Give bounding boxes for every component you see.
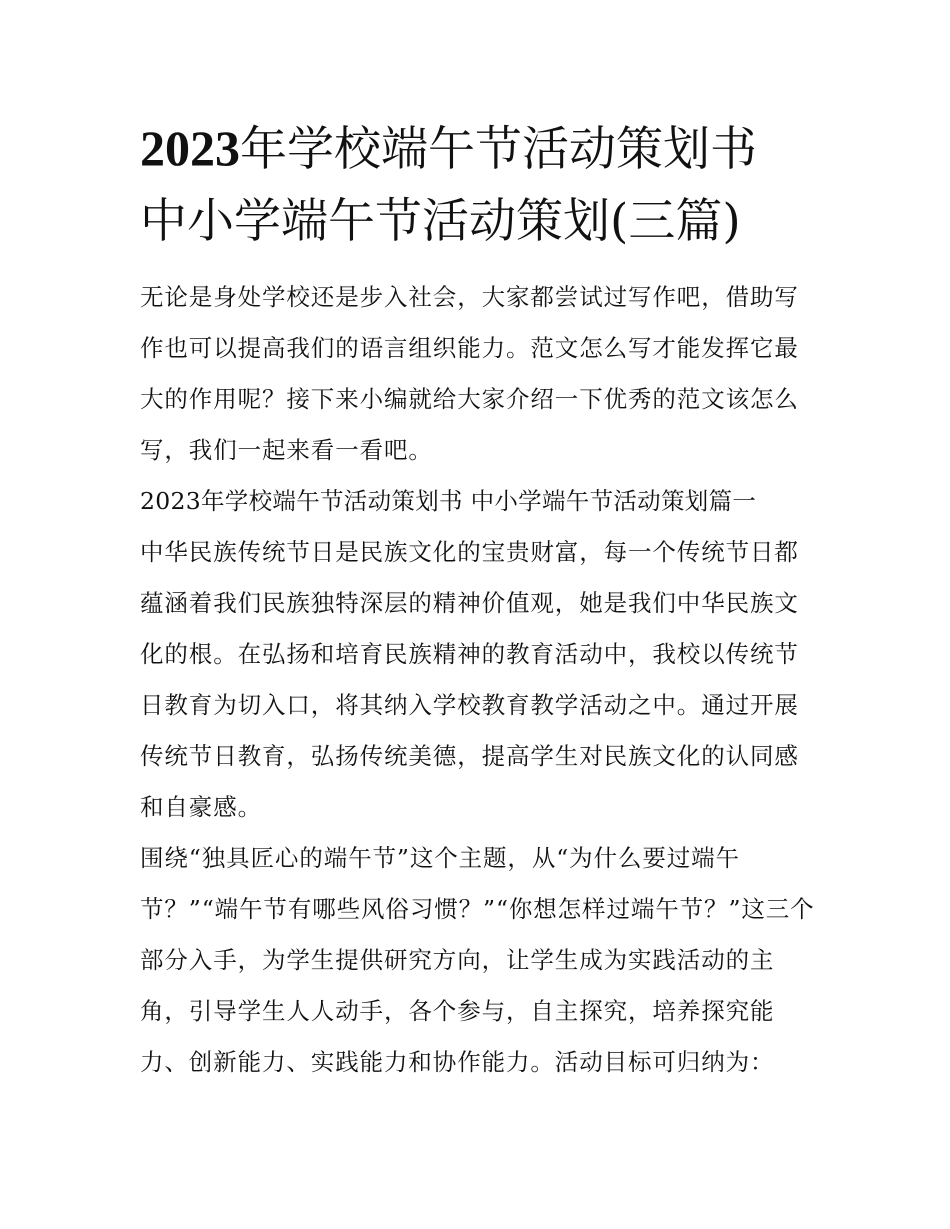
body-paragraph-2: 围绕“独具匠心的端午节”这个主题，从“为什么要过端午节？”“端午节有哪些风俗习惯？”“你想怎样过端午节？”这三个部分入手，为学生提供研究方向，让学生成为实践活动的主角，引导学生人人动手，各个参与，自主探究，培养探究能力、创新能力、实践能力和协作能力。活动目标可归纳为： [140,844,815,1076]
title-line-1 [140,112,816,186]
document-title [140,112,816,258]
document-body [140,272,816,1088]
title-line-2: 中小学端午节活动策划(三篇) [140,194,741,249]
title-line-1-text: 年学校端午节活动策划书 [240,122,757,177]
intro-paragraph: 无论是身处学校还是步入社会，大家都尝试过写作吧，借助写作也可以提高我们的语言组织能力。范文怎么写才能发挥它最大的作用呢？接下来小编就给大家介绍一下优秀的范文该怎么写，我们一起来看一看吧。 [140,283,799,464]
body-paragraph-1: 中华民族传统节日是民族文化的宝贵财富，每一个传统节日都蕴涵着我们民族独特深层的精神价值观，她是我们中华民族文化的根。在弘扬和培育民族精神的教育活动中，我校以传统节日教育为切入口，将其纳入学校教育教学活动之中。通过开展传统节日教育，弘扬传统美德，提高学生对民族文化的认同感和自豪感。 [140,538,799,821]
document-content [140,112,816,1088]
section-heading: 2023年学校端午节活动策划书 中小学端午节活动策划篇一 [140,487,757,515]
title-year: 2023 [140,120,240,176]
